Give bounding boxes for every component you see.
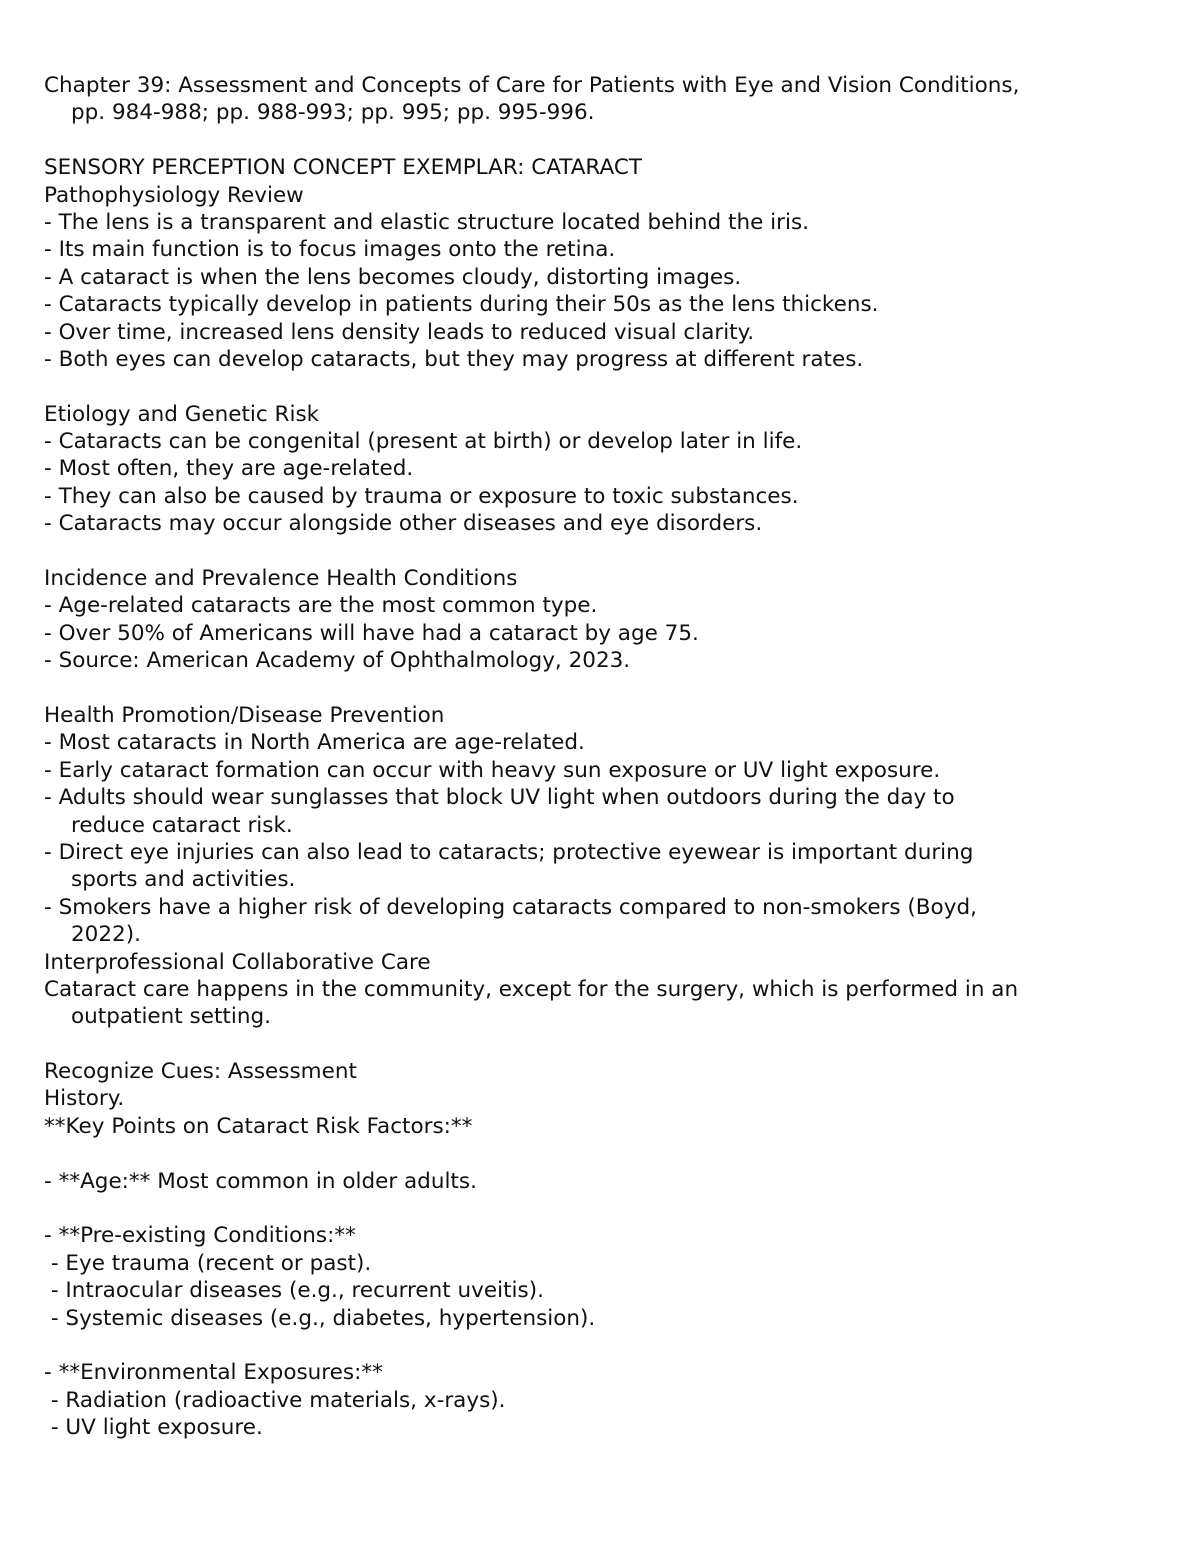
spacer — [44, 1140, 1154, 1167]
incidence-item: - Age-related cataracts are the most common type. — [44, 593, 598, 619]
etiology-heading: Etiology and Genetic Risk — [44, 401, 320, 427]
incidence-item: - Source: American Academy of Ophthalmology, 2023. — [44, 648, 631, 674]
exemplar-heading: SENSORY PERCEPTION CONCEPT EXEMPLAR: CATARACT — [44, 155, 642, 181]
spacer — [44, 127, 1154, 154]
health-promotion-item: - Adults should wear sunglasses that block UV light when outdoors during the day to — [44, 785, 955, 811]
chapter-pages: pp. 984-988; pp. 988-993; pp. 995; pp. 995-996. — [71, 100, 595, 126]
spacer — [44, 1195, 1154, 1222]
collaborative-care-text-continued: outpatient setting. — [71, 1004, 271, 1030]
etiology-item: - Most often, they are age-related. — [44, 456, 414, 482]
chapter-title: Chapter 39: Assessment and Concepts of Care for Patients with Eye and Vision Conditions, — [44, 73, 1020, 98]
spacer — [44, 675, 1154, 702]
pathophysiology-item: - Its main function is to focus images onto the retina. — [44, 237, 616, 263]
health-promotion-item-continued: 2022). — [71, 922, 141, 948]
pathophysiology-item: - Over time, increased lens density leads to reduced visual clarity. — [44, 319, 755, 345]
incidence-item: - Over 50% of Americans will have had a cataract by age 75. — [44, 620, 699, 646]
pathophysiology-heading: Pathophysiology Review — [44, 182, 304, 208]
pathophysiology-item: - The lens is a transparent and elastic structure located behind the iris. — [44, 209, 809, 235]
incidence-heading: Incidence and Prevalence Health Conditions — [44, 566, 518, 592]
preexisting-heading: - **Pre-existing Conditions:** — [44, 1223, 356, 1249]
health-promotion-item: - Early cataract formation can occur with heavy sun exposure or UV light exposure. — [44, 757, 941, 783]
collaborative-care-heading: Interprofessional Collaborative Care — [44, 949, 431, 975]
health-promotion-item-continued: sports and activities. — [71, 867, 296, 893]
document-page — [44, 72, 1154, 1442]
collaborative-care-text: Cataract care happens in the community, except for the surgery, which is performed in an — [44, 976, 1019, 1002]
environmental-item: - UV light exposure. — [44, 1415, 263, 1441]
spacer — [44, 538, 1154, 565]
etiology-item: - They can also be caused by trauma or exposure to toxic substances. — [44, 483, 799, 509]
pathophysiology-item: - Cataracts typically develop in patients during their 50s as the lens thickens. — [44, 292, 879, 318]
history-label: History. — [44, 1086, 125, 1112]
preexisting-item: - Intraocular diseases (e.g., recurrent uveitis). — [44, 1278, 544, 1304]
risk-factor-age: - **Age:** Most common in older adults. — [44, 1168, 477, 1194]
spacer — [44, 1031, 1154, 1058]
health-promotion-item-continued: reduce cataract risk. — [71, 812, 293, 838]
spacer — [44, 1332, 1154, 1359]
health-promotion-item: - Most cataracts in North America are age-related. — [44, 730, 585, 756]
assessment-heading: Recognize Cues: Assessment — [44, 1059, 357, 1085]
etiology-item: - Cataracts may occur alongside other diseases and eye disorders. — [44, 511, 763, 537]
etiology-item: - Cataracts can be congenital (present at birth) or develop later in life. — [44, 429, 803, 455]
key-points-heading: **Key Points on Cataract Risk Factors:** — [44, 1113, 473, 1139]
environmental-heading: - **Environmental Exposures:** — [44, 1360, 383, 1386]
environmental-item: - Radiation (radioactive materials, x-rays). — [44, 1387, 506, 1413]
health-promotion-item: - Direct eye injuries can also lead to cataracts; protective eyewear is important during — [44, 839, 974, 865]
preexisting-item: - Systemic diseases (e.g., diabetes, hypertension). — [44, 1305, 596, 1331]
health-promotion-item: - Smokers have a higher risk of developing cataracts compared to non-smokers (Boyd, — [44, 894, 977, 920]
spacer — [44, 373, 1154, 400]
pathophysiology-item: - A cataract is when the lens becomes cloudy, distorting images. — [44, 264, 742, 290]
health-promotion-heading: Health Promotion/Disease Prevention — [44, 702, 445, 728]
preexisting-item: - Eye trauma (recent or past). — [44, 1250, 372, 1276]
pathophysiology-item: - Both eyes can develop cataracts, but they may progress at different rates. — [44, 346, 864, 372]
